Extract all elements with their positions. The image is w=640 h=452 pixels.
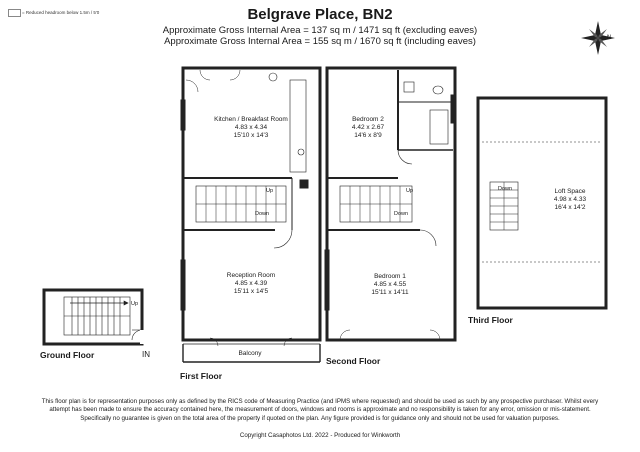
room-loft-metric: 4.98 x 4.33 bbox=[553, 196, 587, 203]
ground-floor-plan bbox=[44, 290, 142, 344]
area-including-eaves: Approximate Gross Internal Area = 155 sq m / 1670 sq ft (including eaves) bbox=[164, 36, 476, 47]
plan-title: Belgrave Place, BN2 bbox=[247, 6, 393, 23]
room-bedroom-1 bbox=[350, 273, 430, 297]
floor-label-third: Third Floor bbox=[468, 315, 513, 325]
room-kitchen bbox=[196, 116, 306, 140]
second-stairs-up-label: Up bbox=[406, 188, 414, 194]
room-kitchen-name: Kitchen / Breakfast Room bbox=[214, 116, 288, 123]
first-floor-plan bbox=[181, 68, 320, 362]
floor-label-first: First Floor bbox=[180, 371, 223, 381]
room-bedroom-2 bbox=[338, 116, 398, 140]
floor-label-second: Second Floor bbox=[326, 356, 381, 366]
room-reception bbox=[196, 272, 306, 296]
room-reception-imperial: 15'11 x 14'5 bbox=[233, 288, 269, 295]
first-stairs-down-label: Down bbox=[255, 211, 270, 217]
room-kitchen-imperial: 15'10 x 14'3 bbox=[233, 132, 269, 139]
room-bedroom-2-metric: 4.42 x 2.67 bbox=[351, 124, 385, 131]
room-loft-imperial: 16'4 x 14'2 bbox=[554, 204, 586, 211]
entrance-label: IN bbox=[142, 350, 150, 359]
floor-label-ground: Ground Floor bbox=[40, 350, 95, 360]
ground-stairs-up-label: Up bbox=[131, 301, 139, 307]
room-loft-space bbox=[540, 188, 600, 212]
room-bedroom-2-imperial: 14'6 x 8'9 bbox=[354, 132, 382, 139]
balcony-label: Balcony bbox=[238, 350, 262, 357]
second-floor-plan bbox=[325, 68, 455, 340]
area-excluding-eaves: Approximate Gross Internal Area = 137 sq m / 1471 sq ft (excluding eaves) bbox=[162, 25, 478, 36]
room-bedroom-1-name: Bedroom 1 bbox=[374, 273, 406, 280]
third-stairs-down-label: Down bbox=[498, 186, 513, 192]
copyright-credit: Copyright Casaphotos Ltd. 2022 - Produced for Winkworth bbox=[239, 432, 401, 439]
first-stairs-up-label: Up bbox=[266, 188, 274, 194]
disclaimer-text: This floor plan is for representation purposes only as defined by the RICS code of Measuring Practice (and IPMS where requested) and should be used as such by any prospective purchaser. Whilst every attempt has been made to ensure the accuracy contained here, the measurement of doors, windows and rooms is approximate and no responsibility is taken for any error, omission or mis-statement. Specifically no guarantee is given on the total area of the property if quoted on the plan. Any figure provided is for guidance only and should not be used for valuation purposes. bbox=[41, 398, 599, 422]
second-stairs-down-label: Down bbox=[394, 211, 409, 217]
legend-text: = Reduced headroom below 1.5m / 5'0 bbox=[22, 10, 100, 15]
room-bedroom-1-metric: 4.85 x 4.55 bbox=[373, 281, 407, 288]
room-bedroom-1-imperial: 15'11 x 14'11 bbox=[371, 289, 409, 296]
room-reception-metric: 4.85 x 4.39 bbox=[234, 280, 268, 287]
room-reception-name: Reception Room bbox=[226, 272, 276, 279]
room-loft-name: Loft Space bbox=[554, 188, 586, 195]
room-bedroom-2-name: Bedroom 2 bbox=[352, 116, 384, 123]
room-kitchen-metric: 4.83 x 4.34 bbox=[234, 124, 268, 131]
compass-north-label: N bbox=[607, 35, 612, 41]
